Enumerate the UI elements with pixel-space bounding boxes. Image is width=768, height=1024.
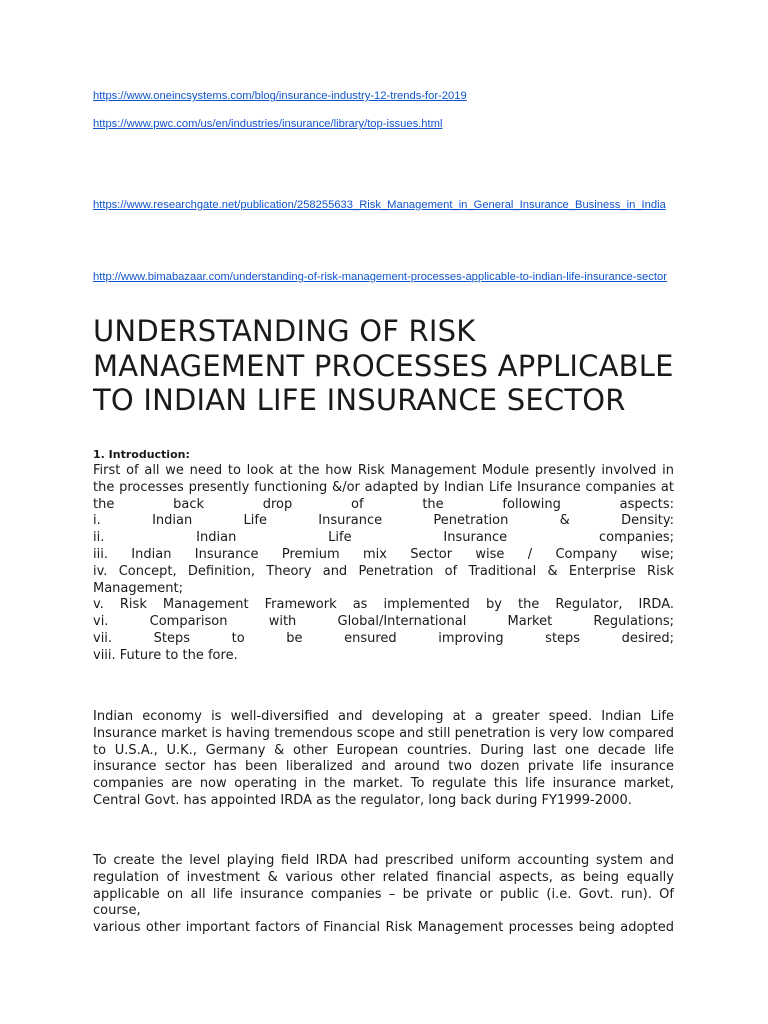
intro-list-item: Management; (93, 580, 184, 596)
intro-list-item: vi. Comparison with Global/International Market Regulations; (93, 614, 674, 630)
reference-link-researchgate[interactable]: https://www.researchgate.net/publication/258255633_Risk_Management_in_General_Insurance_Business_in_India (93, 199, 666, 211)
economy-line: companies are now operating in the market. To regulate this life insurance market, (93, 776, 674, 792)
economy-line: to U.S.A., U.K., Germany & other European countries. During last one decade life (93, 742, 674, 758)
level-line: To create the level playing field IRDA had prescribed uniform accounting system and (93, 853, 674, 868)
economy-paragraph (93, 709, 674, 810)
level-playing-field-paragraph (93, 853, 674, 937)
intro-list-item: iii. Indian Insurance Premium mix Sector wise / Company wise; (93, 546, 674, 562)
intro-list-item: v. Risk Management Framework as implemented by the Regulator, IRDA. (93, 597, 674, 613)
intro-list-item: ii. Indian Life Insurance companies; (93, 530, 674, 546)
level-line: regulation of investment & various other related financial aspects, as being equally (93, 869, 674, 885)
introduction-paragraph (93, 463, 674, 665)
intro-list-item: i. Indian Life Insurance Penetration & Density: (93, 513, 674, 529)
economy-line: Indian economy is well-diversified and developing at a greater speed. Indian Life (93, 709, 674, 724)
intro-list-item: iv. Concept, Definition, Theory and Penetration of Traditional & Enterprise Risk (93, 563, 674, 579)
level-line: various other important factors of Financial Risk Management processes being adopted (93, 920, 674, 936)
level-line: applicable on all life insurance companies – be private or public (i.e. Govt. run). Of course, (93, 886, 674, 919)
intro-line: the processes presently functioning &/or adapted by Indian Life Insurance companies at (93, 479, 674, 495)
intro-line: the back drop of the following aspects: (93, 496, 674, 512)
document-heading: UNDERSTANDING OF RISK MANAGEMENT PROCESSES APPLICABLE TO INDIAN LIFE INSURANCE SECTOR (93, 314, 674, 417)
economy-line: Insurance market is having tremendous scope and still penetration is very low compared (93, 725, 674, 741)
reference-link-pwc[interactable]: https://www.pwc.com/us/en/industries/insurance/library/top-issues.html (93, 118, 443, 130)
section-label-introduction: 1. Introduction: (93, 448, 190, 461)
reference-link-bimabazaar[interactable]: http://www.bimabazaar.com/understanding-of-risk-management-processes-applicable-to-indian-life-insurance-sector (93, 271, 667, 283)
economy-line: insurance sector has been liberalized and around two dozen private life insurance (93, 759, 674, 775)
intro-list-item: viii. Future to the fore. (93, 647, 238, 663)
reference-link-oneinc[interactable]: https://www.oneincsystems.com/blog/insurance-industry-12-trends-for-2019 (93, 90, 467, 102)
intro-list-item: vii. Steps to be ensured improving steps desired; (93, 630, 674, 646)
intro-line: First of all we need to look at the how Risk Management Module presently involved in (93, 463, 674, 478)
economy-line: Central Govt. has appointed IRDA as the regulator, long back during FY1999-2000. (93, 792, 632, 808)
